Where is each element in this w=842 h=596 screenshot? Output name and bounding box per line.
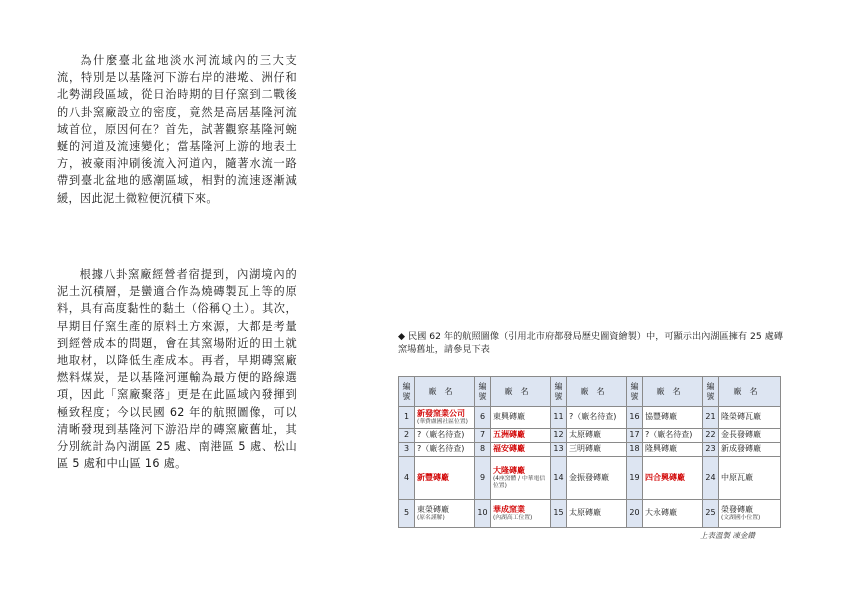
kiln-name-cell xyxy=(567,407,627,429)
kiln-name: 金長發磚廠 xyxy=(721,430,761,440)
kiln-name: ?（廠名待查) xyxy=(417,430,465,440)
kiln-name: 太原磚廠 xyxy=(569,430,601,440)
kiln-name-cell xyxy=(415,456,475,499)
kiln-name: 三明磚廠 xyxy=(569,444,601,454)
kiln-name: 隆榮磚瓦廠 xyxy=(721,412,761,422)
kiln-name: 五洲磚廠 xyxy=(493,430,525,440)
table-row xyxy=(399,456,781,499)
kiln-name: ?（廠名待查) xyxy=(645,430,693,440)
kiln-number: 10 xyxy=(475,499,491,527)
kiln-name-cell xyxy=(491,407,551,429)
kiln-number: 15 xyxy=(551,499,567,527)
header-num: 編號 xyxy=(475,377,491,407)
kiln-name: 東興磚廠 xyxy=(493,412,525,422)
kiln-name-cell xyxy=(567,442,627,456)
kiln-name: 大永磚廠 xyxy=(645,508,677,518)
kiln-number: 16 xyxy=(627,407,643,429)
kiln-name-cell xyxy=(719,428,781,442)
kiln-location-note: (原名謹解) xyxy=(417,514,445,521)
kiln-name-cell xyxy=(719,407,781,429)
kiln-name: 中原瓦廠 xyxy=(721,472,753,482)
kiln-location-note: (華費盧國社區位置) xyxy=(417,418,468,425)
header-name: 廠名 xyxy=(567,377,627,407)
kiln-name-cell xyxy=(415,407,475,429)
paragraph-kiln-history xyxy=(57,266,297,472)
kiln-name-cell xyxy=(643,499,703,527)
header-name: 廠名 xyxy=(491,377,551,407)
header-num: 編號 xyxy=(399,377,415,407)
kiln-number: 17 xyxy=(627,428,643,442)
kiln-number: 2 xyxy=(399,428,415,442)
kiln-number: 6 xyxy=(475,407,491,429)
kiln-location-note: (4座窯體 / 中華電信位置) xyxy=(493,475,546,489)
header-num: 編號 xyxy=(627,377,643,407)
kiln-name-cell xyxy=(643,456,703,499)
kiln-number: 13 xyxy=(551,442,567,456)
header-name: 廠名 xyxy=(643,377,703,407)
kiln-number: 25 xyxy=(703,499,719,527)
table-row xyxy=(399,499,781,527)
kiln-name-cell xyxy=(491,428,551,442)
kiln-name-cell xyxy=(567,499,627,527)
kiln-name-cell xyxy=(643,407,703,429)
kiln-name: 四合興磚廠 xyxy=(645,472,685,482)
kiln-name: 福安磚廠 xyxy=(493,444,525,454)
kiln-number: 5 xyxy=(399,499,415,527)
kiln-name: 華成窯業 xyxy=(493,504,525,514)
kiln-number: 3 xyxy=(399,442,415,456)
kiln-name: 榮發磚廠 xyxy=(721,504,753,514)
table-row xyxy=(399,442,781,456)
kiln-name-cell xyxy=(415,428,475,442)
kiln-name: 金振發磚廠 xyxy=(569,472,609,482)
kiln-name: ?（廠名待查) xyxy=(569,412,617,422)
kiln-name-cell xyxy=(415,499,475,527)
kiln-name: 新成發磚廠 xyxy=(721,444,761,454)
kiln-number: 19 xyxy=(627,456,643,499)
kiln-name-cell xyxy=(719,456,781,499)
kiln-name: 東榮磚廠 xyxy=(417,504,449,514)
kiln-number: 23 xyxy=(703,442,719,456)
paragraph-kiln-history-text: 根據八卦窯廠經營者宿提到，內湖境內的泥土沉積層，是蠻適合作為燒磚製瓦上等的原料，具有高度黏性的黏土（俗稱Ｑ土）。其次，早期目仔窯生產的原料土方來源，大都是考量到經營成本的問題，會在其窯場附近的田土就地取材，以降低生產成本。再者，早期磚窯廠燃料煤炭，是以基隆河運輸為最方便的路線選項，因此「窯廠聚落」更是在此區域內發揮到極致程度；今以民國 62 年的航照圖像，可以清晰發現到基隆河下游沿岸的磚窯廠舊址，其分別統計為內湖區 25 處、南港區 5 處、松山區 5 處和中山區 16 處。 xyxy=(57,268,297,471)
kiln-name: 協豐磚廠 xyxy=(645,412,677,422)
kiln-number: 4 xyxy=(399,456,415,499)
kiln-number: 20 xyxy=(627,499,643,527)
header-num: 編號 xyxy=(703,377,719,407)
table-row xyxy=(399,428,781,442)
header-name: 廠名 xyxy=(415,377,475,407)
kiln-name: 新發窯業公司 xyxy=(417,408,465,418)
kiln-name: ?（廠名待查) xyxy=(417,444,465,454)
kiln-number: 9 xyxy=(475,456,491,499)
header-num: 編號 xyxy=(551,377,567,407)
table-header-row xyxy=(399,377,781,407)
kiln-number: 18 xyxy=(627,442,643,456)
kiln-number: 1 xyxy=(399,407,415,429)
kiln-number: 22 xyxy=(703,428,719,442)
kiln-table xyxy=(398,376,781,528)
kiln-number: 14 xyxy=(551,456,567,499)
kiln-name-cell xyxy=(567,428,627,442)
kiln-name-cell xyxy=(491,499,551,527)
kiln-name-cell xyxy=(491,456,551,499)
header-name: 廠名 xyxy=(719,377,781,407)
kiln-number: 8 xyxy=(475,442,491,456)
kiln-name: 新豐磚廠 xyxy=(417,472,449,482)
paragraph-intro xyxy=(57,52,297,207)
kiln-number: 7 xyxy=(475,428,491,442)
table-row xyxy=(399,407,781,429)
kiln-location-note: (內湖高工位置) xyxy=(493,514,533,521)
kiln-name-cell xyxy=(719,442,781,456)
kiln-name-cell xyxy=(567,456,627,499)
kiln-location-note: (文湖國小位置) xyxy=(721,514,761,521)
paragraph-intro-text: 為什麼臺北盆地淡水河流域內的三大支流，特別是以基隆河下游右岸的港墘、洲仔和北勢湖段區域，從日治時期的目仔窯到二戰後的八卦窯廠設立的密度，竟然是高居基隆河流域首位，原因何在？首先，試著觀察基隆河蜿蜒的河道及流速變化；當基隆河上游的地表土方，被豪雨沖刷後流入河道內，隨著水流一路帶到臺北盆地的感潮區域，相對的流速逐漸減緩，因此泥土微粒便沉積下來。 xyxy=(57,54,297,205)
kiln-number: 21 xyxy=(703,407,719,429)
kiln-number: 24 xyxy=(703,456,719,499)
kiln-name-cell xyxy=(643,442,703,456)
kiln-name: 太原磚廠 xyxy=(569,508,601,518)
kiln-name-cell xyxy=(491,442,551,456)
kiln-name-cell xyxy=(415,442,475,456)
table-caption: ◆ 民國 62 年的航照圖像（引用北市府都發局歷史圖資繪製）中，可顯示出內湖區擁有 25 處磚窯場舊址，請參見下表 xyxy=(398,331,783,355)
kiln-number: 11 xyxy=(551,407,567,429)
kiln-name-cell xyxy=(719,499,781,527)
kiln-name: 大隆磚廠 xyxy=(493,465,525,475)
kiln-number: 12 xyxy=(551,428,567,442)
table-credit: 上表溫製 凍金鑽 xyxy=(700,531,755,540)
kiln-name: 隆興磚廠 xyxy=(645,444,677,454)
kiln-name-cell xyxy=(643,428,703,442)
